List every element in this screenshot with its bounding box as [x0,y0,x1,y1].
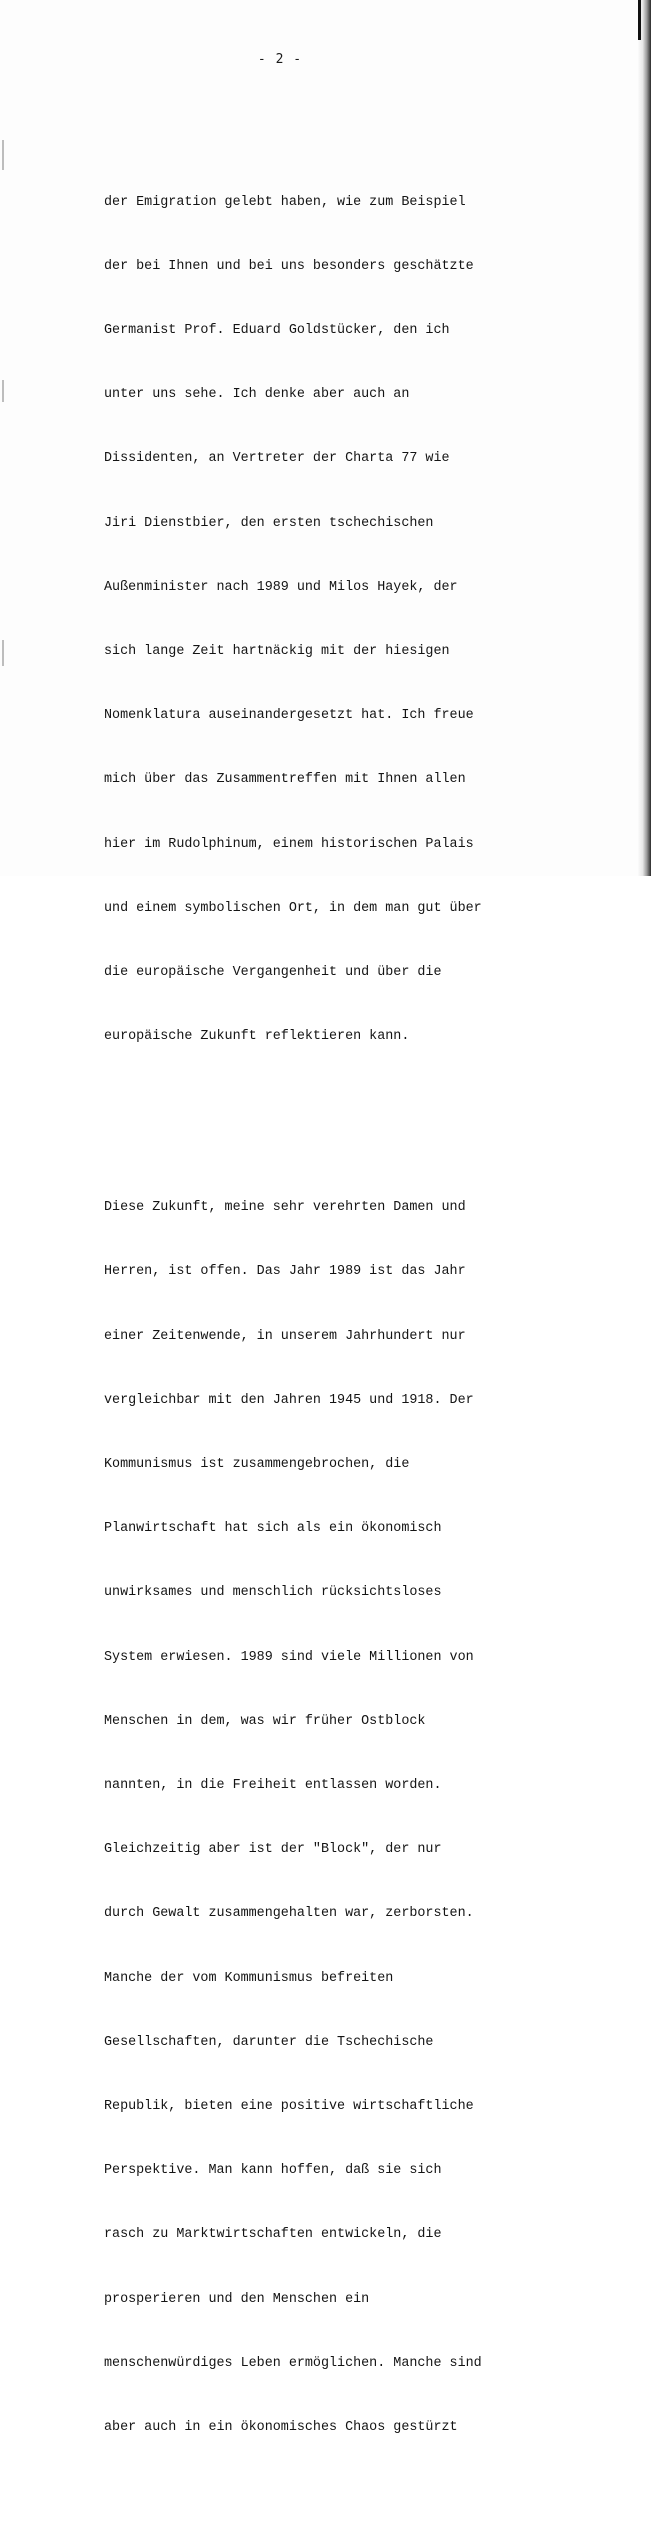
text-line: Planwirtschaft hat sich als ein ökonomisch [104,1521,442,1537]
scan-edge-shadow [637,0,651,876]
text-line: System erwiesen. 1989 sind viele Millionen von [104,1649,474,1665]
page-number: - 2 - [257,52,303,67]
scan-speck [2,380,4,402]
scan-speck [2,640,4,666]
text-line: Gesellschaften, darunter die Tschechische [104,2034,434,2050]
text-line: Gleichzeitig aber ist der "Block", der nur [104,1842,442,1858]
text-line: nannten, in die Freiheit entlassen worden. [104,1777,442,1793]
text-line: mich über das Zusammentreffen mit Ihnen allen [104,772,466,788]
text-line: Diese Zukunft, meine sehr verehrten Damen und [104,1200,466,1216]
text-line: der bei Ihnen und bei uns besonders geschätzte [104,258,474,274]
text-line: Herren, ist offen. Das Jahr 1989 ist das Jahr [104,1264,466,1280]
text-line: rasch zu Marktwirtschaften entwickeln, die [104,2227,442,2243]
scan-edge-mark [638,0,641,40]
text-line: vergleichbar mit den Jahren 1945 und 1918. Der [104,1392,474,1408]
text-line: Menschen in dem, was wir früher Ostblock [104,1713,426,1729]
text-line: der Emigration gelebt haben, wie zum Beispiel [104,194,466,210]
text-line: die europäische Vergangenheit und über die [104,965,442,981]
text-line: Dissidenten, an Vertreter der Charta 77 wie [104,451,450,467]
text-line: durch Gewalt zusammengehalten war, zerborsten. [104,1906,474,1922]
text-line: einer Zeitenwende, in unserem Jahrhundert nur [104,1328,466,1344]
text-line: Nomenklatura auseinandergesetzt hat. Ich freue [104,708,474,724]
text-line: Germanist Prof. Eduard Goldstücker, den ich [104,323,450,339]
text-line: Jiri Dienstbier, den ersten tschechischen [104,515,434,531]
text-line: europäische Zukunft reflektieren kann. [104,1029,410,1045]
text-line: hier im Rudolphinum, einem historischen Palais [104,836,474,852]
scan-speck [2,140,4,170]
text-line: aber auch in ein ökonomisches Chaos gestürzt [104,2419,458,2435]
body-text [104,106,604,2524]
paragraph-1 [104,149,604,1091]
text-line: unter uns sehe. Ich denke aber auch an [104,387,410,403]
text-line: menschenwürdiges Leben ermöglichen. Manche sind [104,2355,482,2371]
text-line: Außenminister nach 1989 und Milos Hayek, der [104,579,458,595]
text-line: prosperieren und den Menschen ein [104,2291,370,2307]
text-line: Perspektive. Man kann hoffen, daß sie sich [104,2163,442,2179]
text-line: unwirksames und menschlich rücksichtsloses [104,1585,442,1601]
text-line: Republik, bieten eine positive wirtschaftliche [104,2098,474,2114]
text-line: Kommunismus ist zusammengebrochen, die [104,1456,410,1472]
text-line: und einem symbolischen Ort, in dem man gut über [104,900,482,916]
text-line: sich lange Zeit hartnäckig mit der hiesigen [104,644,450,660]
text-line: Manche der vom Kommunismus befreiten [104,1970,394,1986]
paragraph-2 [104,1154,604,2481]
